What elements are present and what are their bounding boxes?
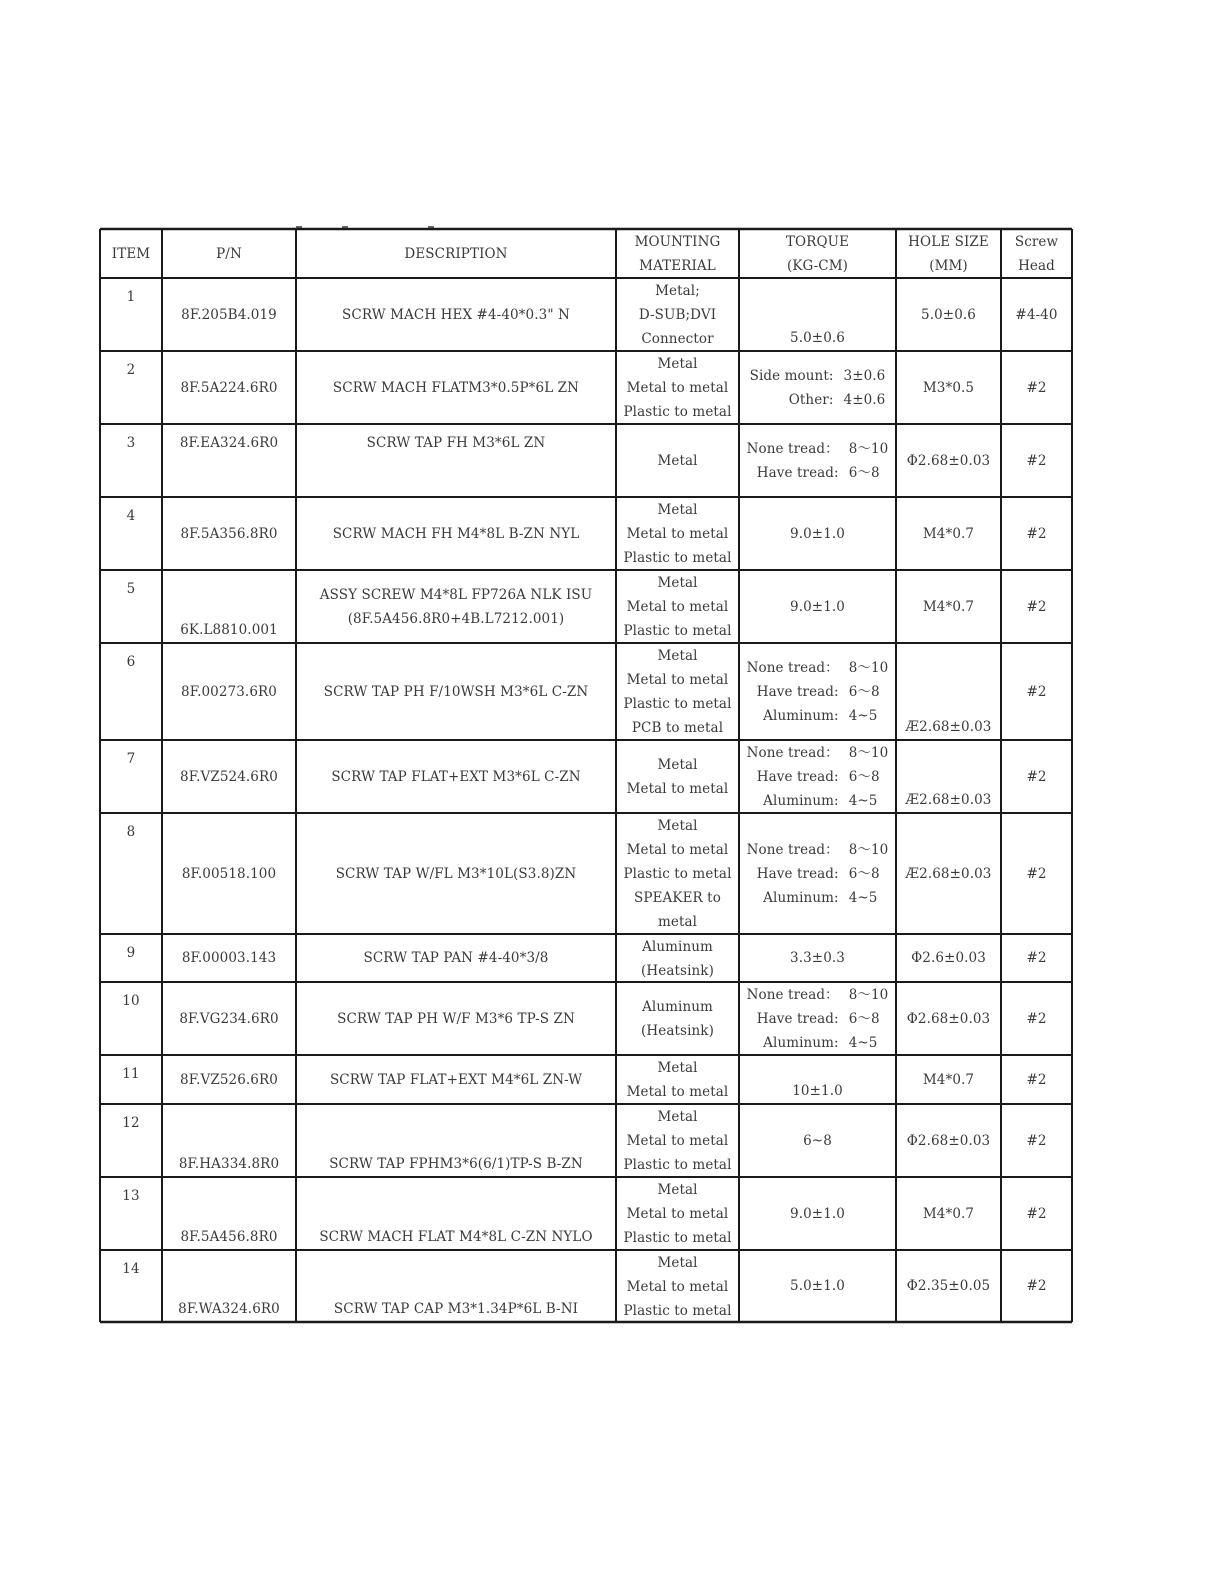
torque-spec-list	[747, 838, 889, 910]
screw-head-text: #2	[1026, 1205, 1047, 1222]
hole-size-text: M4*0.7	[922, 1205, 975, 1222]
item-number	[101, 935, 161, 981]
mounting-material	[617, 425, 738, 496]
description	[297, 1105, 615, 1176]
torque	[740, 425, 895, 496]
item-number-text: 5	[126, 581, 136, 597]
part-number	[163, 644, 295, 739]
item-number	[101, 1056, 161, 1103]
torque-value: 9.0±1.0	[790, 598, 845, 615]
screw-head-text: #2	[1026, 950, 1047, 966]
description	[297, 571, 615, 642]
description	[297, 1251, 615, 1321]
item-number-text: 2	[126, 362, 136, 378]
hole-size	[897, 1178, 1000, 1249]
torque-value: 3.3±0.3	[790, 950, 845, 966]
torque-value: 6～8	[848, 464, 880, 481]
screw-head	[1002, 498, 1071, 569]
torque-value: 6～8	[848, 1010, 880, 1027]
mounting-material-text: Plastic to metal	[623, 1230, 732, 1246]
screw-head	[1002, 1251, 1071, 1321]
torque	[740, 279, 895, 350]
part-number-text: 8F.205B4.019	[181, 306, 277, 323]
screw-head-text: #2	[1026, 683, 1047, 700]
mounting-material-text: Metal	[657, 818, 698, 834]
description	[297, 425, 615, 496]
item-number-text: 1	[126, 289, 136, 305]
hole-size	[897, 644, 1000, 739]
description	[297, 352, 615, 423]
header-text: Screw	[1014, 233, 1059, 250]
screw-head	[1002, 983, 1071, 1054]
mounting-material-text: Connector	[641, 331, 714, 347]
mounting-material-text: Aluminum	[642, 939, 713, 955]
screw-head	[1002, 644, 1071, 739]
torque-value: 6～8	[848, 768, 880, 785]
part-number-text: 8F.5A356.8R0	[180, 525, 278, 542]
torque-value: 4~5	[848, 792, 878, 809]
mounting-material	[617, 983, 738, 1054]
description-text: SCRW TAP PH F/10WSH M3*6L C-ZN	[323, 683, 589, 700]
hole-size-text: M4*0.7	[922, 1071, 975, 1088]
part-number-text: 6K.L8810.001	[180, 622, 278, 638]
part-number-text: 8F.WA324.6R0	[178, 1301, 280, 1317]
description-text: SCRW TAP FLAT+EXT M4*6L ZN-W	[329, 1071, 583, 1088]
description	[297, 741, 615, 812]
part-number	[163, 1251, 295, 1321]
torque	[740, 935, 895, 981]
hole-size	[897, 1056, 1000, 1103]
torque-value: 9.0±1.0	[790, 525, 845, 542]
item-number-text: 6	[126, 654, 136, 670]
description-text: SCRW TAP PAN #4-40*3/8	[363, 950, 549, 966]
mounting-material-text: Plastic to metal	[623, 550, 732, 566]
torque-value: 4±0.6	[843, 391, 886, 408]
screw-head-text: #2	[1026, 768, 1047, 785]
hole-size-text: Æ2.68±0.03	[905, 719, 992, 735]
item-number	[101, 1178, 161, 1249]
mounting-material	[617, 1105, 738, 1176]
mounting-material-text: Plastic to metal	[623, 1157, 732, 1173]
hole-size-text: Φ2.6±0.03	[911, 950, 986, 966]
item-number-text: 13	[122, 1188, 140, 1204]
torque-condition: Other:	[788, 391, 834, 408]
mounting-material	[617, 352, 738, 423]
header-mounting-material	[617, 230, 738, 277]
screw-head	[1002, 814, 1071, 933]
part-number-text: 8F.HA334.8R0	[178, 1156, 280, 1172]
mounting-material-text: Metal	[657, 502, 698, 518]
hole-size	[897, 279, 1000, 350]
hole-size-text: Φ2.68±0.03	[906, 1132, 991, 1149]
item-number-text: 8	[126, 824, 136, 840]
torque	[740, 352, 895, 423]
torque-condition: Aluminum:	[763, 1034, 839, 1051]
torque-value: 8～10	[848, 986, 889, 1003]
header-text: TORQUE	[785, 233, 850, 250]
torque-condition: None tread：	[746, 986, 839, 1003]
torque	[740, 814, 895, 933]
screw-head	[1002, 571, 1071, 642]
item-number-text: 10	[122, 993, 140, 1009]
part-number	[163, 983, 295, 1054]
mounting-material-text: (Heatsink)	[641, 963, 714, 979]
screw-head-text: #2	[1026, 1010, 1047, 1027]
item-number-text: 4	[126, 508, 136, 524]
mounting-material-text: Metal to metal	[626, 780, 729, 797]
torque-condition: Have tread:	[756, 464, 839, 481]
torque-condition: None tread：	[746, 659, 839, 676]
mounting-material	[617, 644, 738, 739]
mounting-material	[617, 1251, 738, 1321]
screw-head	[1002, 1105, 1071, 1176]
description	[297, 1056, 615, 1103]
item-number-text: 12	[122, 1115, 140, 1131]
torque	[740, 983, 895, 1054]
screw-head-text: #2	[1026, 1278, 1047, 1294]
item-number	[101, 644, 161, 739]
mounting-material-text: Plastic to metal	[623, 404, 732, 420]
screw-head	[1002, 352, 1071, 423]
mounting-material	[617, 814, 738, 933]
mounting-material-text: Metal	[657, 356, 698, 372]
hole-size	[897, 814, 1000, 933]
torque-condition: None tread：	[746, 744, 839, 761]
torque-value: 4~5	[848, 1034, 878, 1051]
description	[297, 279, 615, 350]
torque-spec-list	[747, 983, 889, 1054]
mounting-material-text: D-SUB;DVI	[638, 307, 717, 323]
mounting-material-text: Metal to metal	[626, 380, 729, 396]
mounting-material-text: Metal to metal	[626, 599, 729, 615]
torque-value: 8～10	[848, 659, 889, 676]
header-text: ITEM	[111, 245, 151, 262]
mounting-material-text: Metal to metal	[626, 1133, 729, 1149]
mounting-material-text: Plastic to metal	[623, 696, 732, 712]
torque-value: 6～8	[848, 865, 880, 882]
mounting-material-text: (Heatsink)	[641, 1022, 714, 1039]
mounting-material-text: Metal to metal	[626, 1084, 729, 1100]
mounting-material-text: Metal	[657, 756, 698, 773]
torque-spec-list	[747, 656, 889, 728]
torque-value: 4~5	[848, 707, 878, 724]
item-number	[101, 1105, 161, 1176]
mounting-material-text: Metal to metal	[626, 1279, 729, 1295]
item-number	[101, 498, 161, 569]
hole-size	[897, 983, 1000, 1054]
torque-condition: Have tread:	[756, 1010, 839, 1027]
hole-size	[897, 425, 1000, 496]
header-text: Head	[1018, 257, 1055, 274]
header-text: DESCRIPTION	[404, 245, 508, 262]
mounting-material	[617, 279, 738, 350]
header-text: (KG-CM)	[786, 257, 849, 274]
torque-value: 6~8	[803, 1132, 832, 1149]
torque-spec-list	[750, 364, 886, 412]
torque-condition: None tread：	[746, 440, 839, 457]
part-number-text: 8F.00003.143	[181, 950, 277, 966]
item-number-text: 14	[122, 1261, 140, 1277]
hole-size	[897, 571, 1000, 642]
mounting-material-text: Metal;	[655, 283, 700, 299]
header-screw-head	[1002, 230, 1071, 277]
part-number-text: 8F.5A224.6R0	[180, 379, 278, 396]
item-number	[101, 741, 161, 812]
hole-size-text: M3*0.5	[922, 379, 975, 396]
part-number	[163, 935, 295, 981]
torque	[740, 741, 895, 812]
description-text: SCRW TAP PH W/F M3*6 TP-S ZN	[337, 1010, 575, 1027]
part-number-text: 8F.00518.100	[181, 865, 277, 882]
mounting-material	[617, 741, 738, 812]
hole-size	[897, 741, 1000, 812]
mounting-material-text: Metal	[657, 452, 698, 469]
hole-size-text: Φ2.68±0.03	[906, 452, 991, 469]
hole-size	[897, 935, 1000, 981]
item-number-text: 9	[126, 945, 136, 961]
screw-head	[1002, 741, 1071, 812]
screw-head	[1002, 1178, 1071, 1249]
torque-condition: Aluminum:	[763, 707, 839, 724]
torque-spec-list	[747, 437, 889, 485]
mounting-material-text: Plastic to metal	[623, 866, 732, 882]
description	[297, 498, 615, 569]
screw-head-text: #2	[1026, 865, 1047, 882]
part-number	[163, 1178, 295, 1249]
hole-size	[897, 1251, 1000, 1321]
mounting-material	[617, 1178, 738, 1249]
mounting-material-text: metal	[657, 914, 698, 930]
header-text: MATERIAL	[639, 257, 716, 274]
screw-head-text: #2	[1026, 1132, 1047, 1149]
screw-head	[1002, 1056, 1071, 1103]
hole-size-text: Φ2.35±0.05	[906, 1278, 991, 1294]
part-number-text: 8F.EA324.6R0	[179, 435, 279, 451]
mounting-material-text: Metal to metal	[626, 526, 729, 542]
torque-value: 9.0±1.0	[790, 1205, 845, 1222]
description-text: ASSY SCREW M4*8L FP726A NLK ISU	[319, 586, 593, 603]
torque-value: 3±0.6	[843, 367, 886, 384]
screw-head-text: #2	[1026, 525, 1047, 542]
header-text: HOLE SIZE	[908, 233, 989, 250]
part-number	[163, 571, 295, 642]
description-text: SCRW MACH FLATM3*0.5P*6L ZN	[332, 379, 580, 396]
torque	[740, 1178, 895, 1249]
part-number	[163, 425, 295, 496]
torque-value: 8～10	[848, 440, 889, 457]
item-number	[101, 1251, 161, 1321]
part-number-text: 8F.VG234.6R0	[179, 1010, 279, 1027]
item-number	[101, 571, 161, 642]
part-number-text: 8F.00273.6R0	[181, 683, 277, 700]
torque-condition: Have tread:	[756, 768, 839, 785]
torque-condition: Aluminum:	[763, 889, 839, 906]
description	[297, 983, 615, 1054]
header-hole-size	[897, 230, 1000, 277]
torque-value: 5.0±0.6	[790, 330, 845, 346]
item-number	[101, 425, 161, 496]
description-text: SCRW MACH FLAT M4*8L C-ZN NYLO	[319, 1229, 593, 1245]
mounting-material-text: SPEAKER to	[634, 890, 721, 906]
mounting-material	[617, 571, 738, 642]
description	[297, 644, 615, 739]
part-number-text: 8F.VZ524.6R0	[180, 768, 278, 785]
description-text: (8F.5A456.8R0+4B.L7212.001)	[347, 610, 565, 627]
part-number	[163, 352, 295, 423]
part-number	[163, 279, 295, 350]
mounting-material	[617, 1056, 738, 1103]
part-number	[163, 814, 295, 933]
part-number	[163, 741, 295, 812]
torque-condition: Aluminum:	[763, 792, 839, 809]
description-text: SCRW TAP FLAT+EXT M3*6L C-ZN	[331, 768, 581, 785]
description	[297, 814, 615, 933]
torque	[740, 644, 895, 739]
mounting-material-text: Metal	[657, 1109, 698, 1125]
torque-value: 6～8	[848, 683, 880, 700]
description-text: SCRW TAP FPHM3*6(6/1)TP-S B-ZN	[329, 1156, 583, 1172]
mounting-material-text: Metal to metal	[626, 842, 729, 858]
mounting-material-text: Aluminum	[642, 998, 713, 1015]
hole-size-text: 5.0±0.6	[921, 306, 976, 323]
hole-size	[897, 498, 1000, 569]
hole-size-text: M4*0.7	[922, 598, 975, 615]
description	[297, 1178, 615, 1249]
screw-head-text: #2	[1026, 379, 1047, 396]
torque-spec-list	[747, 741, 889, 812]
hole-size-text: Æ2.68±0.03	[905, 792, 992, 808]
mounting-material-text: Metal	[657, 575, 698, 591]
hole-size	[897, 352, 1000, 423]
torque	[740, 1056, 895, 1103]
screw-head	[1002, 279, 1071, 350]
header-pn	[163, 230, 295, 277]
torque-value: 8～10	[848, 744, 889, 761]
torque-condition: Have tread:	[756, 683, 839, 700]
mounting-material-text: Metal	[657, 648, 698, 664]
description-text: SCRW MACH HEX #4-40*0.3" N	[342, 306, 570, 323]
part-number	[163, 1056, 295, 1103]
description-text: SCRW TAP CAP M3*1.34P*6L B-NI	[333, 1301, 579, 1317]
torque	[740, 571, 895, 642]
screw-head	[1002, 425, 1071, 496]
hole-size-text: Æ2.68±0.03	[905, 865, 992, 882]
header-item	[101, 230, 161, 277]
mounting-material-text: Metal to metal	[626, 672, 729, 688]
screw-head-text: #2	[1026, 452, 1047, 469]
torque-value: 8～10	[848, 841, 889, 858]
torque-condition: None tread：	[746, 841, 839, 858]
header-text: MOUNTING	[634, 233, 721, 250]
torque	[740, 1251, 895, 1321]
mounting-material	[617, 498, 738, 569]
description-text: SCRW TAP FH M3*6L ZN	[366, 435, 546, 451]
torque	[740, 498, 895, 569]
hole-size	[897, 1105, 1000, 1176]
item-number	[101, 983, 161, 1054]
screw-head-text: #2	[1026, 1071, 1047, 1088]
mounting-material-text: Metal	[657, 1182, 698, 1198]
screw-head-text: #2	[1026, 598, 1047, 615]
hole-size-text: Φ2.68±0.03	[906, 1010, 991, 1027]
part-number-text: 8F.VZ526.6R0	[180, 1071, 278, 1088]
mounting-material-text: Metal to metal	[626, 1206, 729, 1222]
torque-value: 4~5	[848, 889, 878, 906]
torque	[740, 1105, 895, 1176]
item-number-text: 7	[126, 751, 136, 767]
header-text: (MM)	[929, 257, 968, 274]
mounting-material-text: Metal	[657, 1060, 698, 1076]
torque-condition: Side mount:	[749, 367, 834, 384]
torque-condition: Have tread:	[756, 865, 839, 882]
part-number	[163, 498, 295, 569]
header-text: P/N	[216, 245, 242, 262]
part-number-text: 8F.5A456.8R0	[180, 1229, 278, 1245]
item-number-text: 3	[126, 435, 136, 451]
item-number-text: 11	[122, 1066, 140, 1082]
description	[297, 935, 615, 981]
mounting-material-text: Plastic to metal	[623, 1303, 732, 1319]
torque-value: 5.0±1.0	[790, 1278, 845, 1294]
description-text: SCRW MACH FH M4*8L B-ZN NYL	[332, 525, 580, 542]
mounting-material	[617, 935, 738, 981]
item-number	[101, 814, 161, 933]
part-number	[163, 1105, 295, 1176]
mounting-material-text: PCB to metal	[631, 720, 724, 736]
item-number	[101, 352, 161, 423]
mounting-material-text: Plastic to metal	[623, 623, 732, 639]
description-text: SCRW TAP W/FL M3*10L(S3.8)ZN	[335, 865, 577, 882]
mounting-material-text: Metal	[657, 1255, 698, 1271]
screw-head-text: #4-40	[1015, 306, 1058, 323]
item-number	[101, 279, 161, 350]
screw-head	[1002, 935, 1071, 981]
torque-value: 10±1.0	[792, 1083, 843, 1099]
hole-size-text: M4*0.7	[922, 525, 975, 542]
header-description	[297, 230, 615, 277]
header-torque	[740, 230, 895, 277]
